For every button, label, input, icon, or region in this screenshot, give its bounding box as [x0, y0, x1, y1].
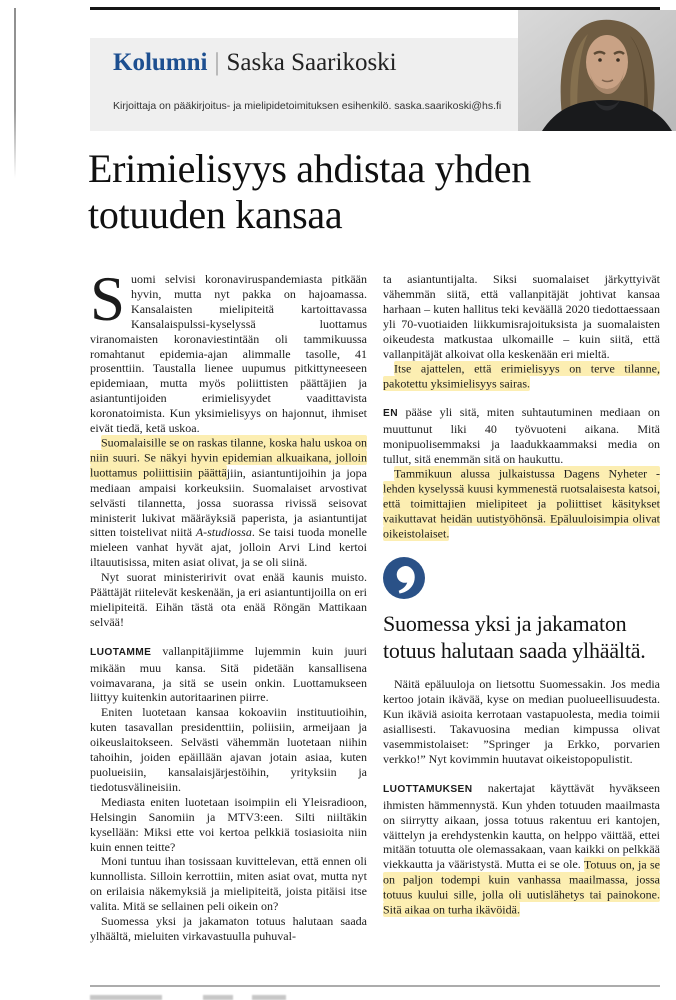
- right-column-top: [383, 272, 660, 541]
- italic-text: A-studiossa: [195, 525, 252, 540]
- paragraph: [90, 272, 367, 436]
- paragraph: [90, 914, 367, 944]
- section-lead: LUOTTAMUKSEN: [383, 783, 473, 795]
- text-segment: vallanpitäjiimme lujemmin kuin juuri mikään muu kansa. Sitä pidetään kansallisena voimavarana, ja sitä se usein onkin. Luottamukseen liittyy kuitenkin autoritaarinen piirre.: [90, 643, 367, 705]
- author-portrait-photo: [518, 10, 676, 131]
- paragraph: [90, 854, 367, 914]
- highlighted-text: Suomalaisille se on raskas tilanne, koska halu uskoa on niin suuri. Se näkyi hyvin epidemian alkuaikana, jolloin luottamus poliittisiin päättä: [90, 435, 367, 480]
- paragraph: [90, 436, 367, 570]
- text-segment: ta asiantuntijalta. Siksi suomalaiset järkyttyivät vähemmän siitä, että vallanpitäjät johtivat kansaa harhaan – kuten hallitus teki keväällä 2020 tiedottaessaan yli 70-vuotiaiden liikkumisrajoituksista ja suomalaisten oikeudesta matkustaa ulkomaille – kuin siitä, että vallanpitäjät alkoivat olla keskenään eri mieltä.: [383, 272, 660, 361]
- right-column-bottom: [383, 677, 660, 917]
- paragraph: [383, 781, 660, 917]
- byline: Kirjoittaja on pääkirjoitus- ja mielipidetoimituksen esihenkilö. saska.saarikoski@hs.fi: [113, 100, 502, 112]
- text-segment: Suomessa yksi ja jakamaton totuus halutaan saada ylhäältä, mieluiten virkavastuulla puhuval-: [90, 914, 367, 943]
- paragraph: [383, 467, 660, 542]
- left-column: [90, 272, 367, 978]
- text-segment: Moni tuntuu ihan tosissaan kuvittelevan, että ennen oli kunnollista. Silloin kerrottiin, miten asiat ovat, mutta nyt on erilaisia näkemyksiä ja mielipiteitä, joista pitäisi itse valita. Mitä se sellainen peli oikein on?: [90, 854, 367, 914]
- paragraph: [90, 570, 367, 630]
- next-article-cutoff: [90, 995, 162, 1000]
- text-segment: pääse yli sitä, miten suhtautuminen mediaan on muuttunut liki 40 työvuoteni aikana. Mitä monipuolisemmaksi ja laadukkaammaksi media on tullut, sitä enemmän sitä on haukuttu.: [383, 405, 660, 466]
- text-segment: jiin, asiantuntijoihin ja jopa mediaan ampaisi korkeuksiin. Suomalaiset arvostivat selvästi tilannetta, jossa suorassa rivissä seisovat ministerit lukivat määräyksiä paperista, ja asiantuntijat sitten toistelivat niitä: [90, 465, 367, 540]
- pull-quote-block: [383, 557, 660, 664]
- author-name: Saska Saarikoski: [226, 49, 397, 76]
- text-segment: Eniten luotetaan kansaa kokoaviin instituutioihin, kuten tasavallan presidenttiin, poliisiin, armeijaan ja oikeuslaitokseen. Selvästi vähemmän luotetaan niihin tahoihin, joiden epäillään ajavan jotain asiaa, kuten puolueisiin, kansalaisjärjestöihin, yrityksiin ja tiedotusvälineisiin.: [90, 705, 367, 794]
- drop-cap: S: [90, 272, 126, 334]
- quote-mark-icon: [383, 557, 425, 599]
- text-segment: nakertajat käyttävät hyväkseen ihmisten hämmennystä. Kun yhden totuuden maailmasta on siirrytty aikaan, jossa totuus rakentuu eri kantojen, väittelyn ja erehdystenkin kautta, on helppo väittää, ettei mitään totuutta ole olemassakaan, vaan kaikki on pelkkää viekkautta ja vääristystä. Mutta ei se ole.: [383, 780, 660, 872]
- page-edge-line: [14, 8, 16, 178]
- highlighted-text: Tammikuun alussa julkaistussa Dagens Nyheter -lehden kyselyssä kuusi kymmenestä ruotsalaisesta katsoi, että toimittajien mielipiteet ja poliittiset käsitykset vaikuttavat heidän uutistyöhönsä. Epäluuloisimpia olivat oikeistolaiset.: [383, 466, 660, 541]
- kicker-label: Kolumni: [113, 49, 208, 76]
- paragraph: [383, 677, 660, 766]
- highlighted-text: Itse ajattelen, että erimielisyys on terve tilanne, pakotettu yksimielisyys sairas.: [383, 361, 660, 391]
- pull-quote-text: Suomessa yksi ja jakamaton totuus halutaan saada ylhäältä.: [383, 611, 646, 664]
- section-lead: EN: [383, 408, 398, 420]
- kicker-row: [113, 49, 397, 77]
- article-body: [90, 272, 660, 978]
- headline: Erimielisyys ahdistaa yhden totuuden kansaa: [88, 146, 531, 237]
- highlighted-text: Totuus on, ja se on paljon todempi kuin vanhassa maailmassa, jossa totuus kuului sille, jolla oli uutislähetys tai painokone. Sitä aikaa on turha ikävöidä.: [383, 857, 660, 917]
- right-column: [383, 272, 660, 978]
- text-segment: . Se taisi tuoda monelle mieleen vanhat hyvät ajat, jolloin Arvi Lind kertoi iltauutisissa, miten asiat olivat, ja se oli siinä.: [90, 525, 367, 570]
- text-segment: Näitä epäluuloja on lietsottu Suomessakin. Jos media kertoo jotain ikävää, kyse on median puolueellisuudesta. Kun ikäviä asioita kerrotaan vastapuolesta, media toimii asiallisesti. Takavuosina median kimpussa olivat vasemmistolaiset: ”Springer ja Erkko, porvarien verkko!” Nyt kovimmin huutavat oikeistopopulistit.: [383, 677, 660, 766]
- paragraph: [383, 361, 660, 391]
- paragraph: [383, 272, 660, 361]
- next-article-cutoff: [252, 995, 286, 1000]
- bottom-rule: [90, 985, 660, 987]
- next-article-cutoff: [203, 995, 233, 1000]
- paragraph: [383, 405, 660, 467]
- section-lead: LUOTAMME: [90, 646, 152, 658]
- text-segment: Nyt suorat ministeririvit ovat enää kaunis muisto. Päättäjät riitelevät keskenään, ja eri asiantuntijoilla on eri mielipiteitä. Eihän tästä ota enää Röngän Mattikaan selvää!: [90, 570, 367, 629]
- paragraph: [90, 795, 367, 855]
- text-segment: Mediasta eniten luotetaan isoimpiin eli Yleisradioon, Helsingin Sanomiin ja MTV3:een. Silti niiltäkin kysellään: Miksi ette voi kertoa pelkkiä tosiasioita niin kuin ennen teitte?: [90, 794, 367, 854]
- text-segment: uomi selvisi koronaviruspandemiasta pitkään hyvin, mutta nyt pakka on hajoamassa. Kansalaisten mielipiteitä kartoittavassa Kansalaispulssi-kyselyssä luottamus viranomaisten koronaviestintään oli tammikuussa romahtanut epidemia-ajan alimmalle tasolle, 41 prosenttiin. Taustalla lienee uupumus pitkittyneeseen epidemiaan, mutta myös poliittisten päättäjien ja asiantuntijoiden erimielisyydet vaadittavista koronatoimista. Kun yksimielisyys on hajonnut, ihmiset eivät tiedä, ketä uskoa.: [90, 272, 367, 436]
- kicker-separator: |: [214, 49, 220, 76]
- paragraph: [90, 705, 367, 794]
- paragraph: [90, 644, 367, 706]
